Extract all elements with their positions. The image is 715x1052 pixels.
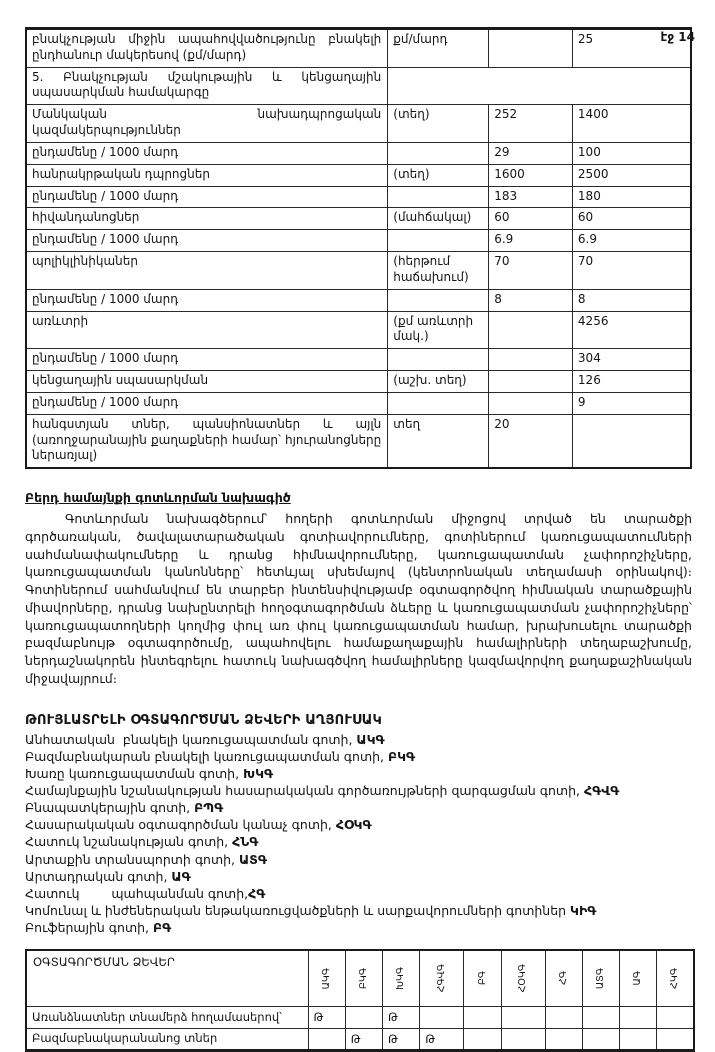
row-label: կենցաղային սպասարկման [26, 371, 388, 393]
permission-mark-cell: Թ [383, 1006, 420, 1028]
permitted-use-corner-label: ՕԳՏԱԳՈՐԾՄԱՆ ՁԵՎԵՐ [26, 950, 308, 1006]
list-item [25, 868, 715, 885]
zone-column-code: ԱԿԳ [320, 967, 332, 990]
permission-mark-cell [464, 1028, 501, 1050]
value-existing-cell [489, 311, 573, 349]
zone-code: ԲՊԳ [194, 800, 224, 816]
value-existing-cell [489, 29, 573, 68]
row-label: ընդամենը / 1000 մարդ [26, 230, 388, 252]
list-item [25, 851, 715, 868]
zone-column-code: ՀՕԿԳ [517, 964, 529, 993]
value-existing-cell: 60 [489, 208, 573, 230]
table-row [26, 311, 691, 349]
table-row [26, 67, 691, 105]
zone-column-header [345, 950, 382, 1006]
table-row [26, 414, 691, 468]
permission-mark-cell [501, 1028, 545, 1050]
indicators-table-body [26, 29, 691, 469]
row-label: ընդամենը / 1000 մարդ [26, 392, 388, 414]
permission-mark-cell: Թ [345, 1028, 382, 1050]
table-row [26, 252, 691, 290]
permission-mark-cell [657, 1006, 694, 1028]
value-projected-cell: 4256 [572, 311, 691, 349]
zone-column-header [545, 950, 582, 1006]
value-existing-cell: 183 [489, 186, 573, 208]
zone-code: ԲԿԳ [387, 748, 416, 764]
value-projected-cell: 9 [572, 392, 691, 414]
zone-column-header [657, 950, 694, 1006]
table-row [26, 29, 691, 68]
table-row [26, 186, 691, 208]
value-existing-cell: 29 [489, 142, 573, 164]
unit-cell [388, 186, 489, 208]
list-item [25, 919, 715, 936]
value-existing-cell: 70 [489, 252, 573, 290]
list-item [25, 782, 715, 799]
permission-mark-cell [582, 1006, 619, 1028]
zone-description: Արտադրական գոտի, [25, 868, 172, 884]
zone-code: ՀԳՎԳ [583, 783, 620, 799]
list-item [25, 902, 715, 919]
value-projected-cell: 180 [572, 186, 691, 208]
permitted-use-table [25, 949, 695, 1052]
value-projected-cell: 70 [572, 252, 691, 290]
value-projected-cell: 304 [572, 349, 691, 371]
row-label: հանգստյան տներ, պանսիոնատներ և այլն (առողջարանային քաղաքների համար՝ հյուրանոցները ներառյալ) [26, 414, 388, 468]
permission-mark-cell [620, 1028, 657, 1050]
zone-description: Խառը կառուցապատման գոտի, [25, 765, 244, 781]
value-projected-cell: 8 [572, 289, 691, 311]
table-row [26, 208, 691, 230]
zone-column-code: ՀԿԳ [669, 968, 681, 989]
row-label: ընդամենը / 1000 մարդ [26, 289, 388, 311]
value-existing-cell [489, 349, 573, 371]
zone-column-code: ՀԳ [557, 971, 569, 986]
row-label: Մանկական նախադպրոցական կազմակերպություններ [26, 105, 388, 143]
unit-cell [388, 230, 489, 252]
zone-description: Բազմաբնակարան բնակելի կառուցապատման գոտի, [25, 748, 388, 764]
unit-cell: (տեղ) [388, 164, 489, 186]
permission-mark-cell [545, 1006, 582, 1028]
row-label: պոլիկլինիկաներ [26, 252, 388, 290]
zone-column-header [620, 950, 657, 1006]
unit-cell: (աշխ. տեղ) [388, 371, 489, 393]
unit-cell [388, 349, 489, 371]
unit-cell: (քմ առևտրի մակ.) [388, 311, 489, 349]
table-row [26, 371, 691, 393]
table-row [26, 105, 691, 143]
value-existing-cell [489, 371, 573, 393]
zone-column-header [308, 950, 345, 1006]
list-item [25, 799, 715, 816]
zone-column-header [383, 950, 420, 1006]
list-item [25, 833, 715, 850]
value-existing-cell: 1600 [489, 164, 573, 186]
value-existing-cell: 20 [489, 414, 573, 468]
zone-code: ՀՕԿԳ [335, 817, 372, 833]
zone-column-header [464, 950, 501, 1006]
zone-code: ԲԳ [153, 920, 172, 936]
zone-column-header [582, 950, 619, 1006]
permission-mark-cell [308, 1028, 345, 1050]
table-row [26, 1006, 694, 1028]
unit-cell: (տեղ) [388, 105, 489, 143]
document-page [0, 27, 715, 1049]
row-label: ընդամենը / 1000 մարդ [26, 349, 388, 371]
permission-mark-cell: Թ [383, 1028, 420, 1050]
unit-cell: (հերթում հաճախում) [388, 252, 489, 290]
zone-column-code: ԲԳ [476, 971, 488, 986]
permitted-use-table-body [26, 1006, 694, 1050]
zone-description: Հատուկ նշանակության գոտի, [25, 834, 233, 850]
value-projected-cell: 6.9 [572, 230, 691, 252]
table-row [26, 142, 691, 164]
zone-description: Հասարակական օգտագործման կանաչ գոտի, [25, 817, 336, 833]
zone-description: Հատուկ պահպանման գոտի, [25, 885, 249, 901]
table-row [26, 164, 691, 186]
list-item [25, 731, 715, 748]
row-label: հիվանդանոցներ [26, 208, 388, 230]
unit-cell: քմ/մարդ [388, 29, 489, 68]
row-label: ընդամենը / 1000 մարդ [26, 142, 388, 164]
unit-cell [388, 142, 489, 164]
value-projected-cell: 1400 [572, 105, 691, 143]
permission-mark-cell [582, 1028, 619, 1050]
unit-cell [388, 289, 489, 311]
value-projected-cell: 100 [572, 142, 691, 164]
value-existing-cell: 252 [489, 105, 573, 143]
value-projected-cell: 25 [572, 29, 691, 68]
row-label: 5. Բնակչության մշակութային և կենցաղային սպասարկման համակարգը [26, 67, 388, 105]
zone-column-code: ԱԳ [632, 971, 644, 986]
zone-description: Բուֆերային գոտի, [25, 920, 153, 936]
list-item [25, 748, 715, 765]
section-heading: Բերդ համայնքի գոտևորման նախագիծ [25, 490, 291, 506]
row-label: առևտրի [26, 311, 388, 349]
permission-mark-cell [545, 1028, 582, 1050]
table-row [26, 289, 691, 311]
zone-description: Անհատական բնակելի կառուցապատման գոտի, [25, 731, 357, 747]
indicators-table [25, 27, 692, 469]
zone-column-code: ՀԳՎԳ [436, 964, 447, 993]
unit-cell: տեղ [388, 414, 489, 468]
table-row [26, 349, 691, 371]
unit-cell [388, 392, 489, 414]
zone-code: ԽԿԳ [243, 765, 274, 781]
merged-cell [388, 67, 691, 105]
zone-description: Կոմունալ և ինժեներական ենթակառուցվածքների և սարքավորումների գոտիներ [25, 902, 571, 918]
permission-mark-cell: Թ [420, 1028, 464, 1050]
table-row [26, 1028, 694, 1050]
zone-code: ՀՆԳ [232, 834, 259, 850]
row-label: բնակչության միջին ապահովվածությունը բնակելի ընդհանուր մակերեսով (քմ/մարդ) [26, 29, 388, 68]
permission-mark-cell [345, 1006, 382, 1028]
value-projected-cell [572, 414, 691, 468]
unit-cell: (մահճակալ) [388, 208, 489, 230]
permission-mark-cell: Թ [308, 1006, 345, 1028]
use-type-label: Բազմաբնակարանանոց տներ [26, 1028, 308, 1050]
zone-code: ՀԳ [248, 885, 266, 901]
permission-mark-cell [420, 1006, 464, 1028]
list-item [25, 885, 715, 902]
value-projected-cell: 2500 [572, 164, 691, 186]
value-projected-cell: 60 [572, 208, 691, 230]
row-label: ընդամենը / 1000 մարդ [26, 186, 388, 208]
zone-description: Բնապատկերային գոտի, [25, 800, 195, 816]
row-label: հանրակրթական դպրոցներ [26, 164, 388, 186]
permission-mark-cell [464, 1006, 501, 1028]
zone-description: Արտաքին տրանսպորտի գոտի, [25, 851, 240, 867]
zone-column-code: ԽԿԳ [395, 967, 407, 990]
permission-mark-cell [620, 1006, 657, 1028]
value-existing-cell: 6.9 [489, 230, 573, 252]
zone-column-code: ԱՏԳ [595, 967, 607, 990]
value-projected-cell: 126 [572, 371, 691, 393]
list-item [25, 765, 715, 782]
permission-mark-cell [501, 1006, 545, 1028]
table-row [26, 230, 691, 252]
permission-mark-cell [657, 1028, 694, 1050]
value-existing-cell: 8 [489, 289, 573, 311]
zone-description: Համայնքային նշանակության հասարակական գործառույթների զարգացման գոտի, [25, 783, 584, 799]
value-existing-cell [489, 392, 573, 414]
page-number: էջ 14 [660, 30, 695, 44]
zone-code: ԱԳ [171, 868, 191, 884]
zone-code: ԿԻԳ [570, 902, 597, 918]
zone-column-header [501, 950, 545, 1006]
zone-code: ԱԿԳ [356, 731, 385, 747]
zones-table-heading: ԹՈՒՅԼԱՏՐԵԼԻ ՕԳՏԱԳՈՐԾՄԱՆ ՁԵՎԵՐԻ ԱՂՅՈՒՍԱԿ [25, 712, 382, 728]
permitted-use-header-row [26, 950, 694, 1006]
zone-code: ԱՏԳ [239, 851, 267, 867]
zone-column-header [420, 950, 464, 1006]
body-paragraph: Գոտևորման նախագծերում՝ հողերի գոտևորման միջոցով տրված են տարածքի գործառական, ծավալատարածական գոտիավորումները, գոտիներում կառուցապատումների սահմանափակումները և դրանց հիմնավորումները, կառուցապատման չափորոշիչները, կառուցապատման կանոնները՝ հետևյալ սխեմայով (կենտրոնական տեղամասի օրինակով)։ Գոտիներում սահմանվում են տարբեր ինտենսիվությամբ օգտագործվող հիմնական տարածքային միավորները, դրանց նախընտրելի հողօգտագործման ձևերը և կառուցապատման չափորոշիչները՝ կառուցապատողների կողմից փուլ առ փուլ կառուցապատման համար, խրախուսելու տարածքի բազմաբնույթ օգտագործումը, ապահովելու համաքաղաքային համալիրների տեղաբաշխումը, ներդաշնակորեն ինտեգրելու հատուկ նախագծվող համալիրները կազմավորվող քաղաքաշինական միջավայրում։ [25, 511, 692, 686]
zones-list [25, 731, 715, 937]
permitted-use-table-head [26, 950, 694, 1006]
use-type-label: Առանձնատներ տնամերձ հողամասերով՝ [26, 1006, 308, 1028]
list-item [25, 816, 715, 833]
zone-column-code: ԲԿԳ [358, 967, 370, 989]
table-row [26, 392, 691, 414]
